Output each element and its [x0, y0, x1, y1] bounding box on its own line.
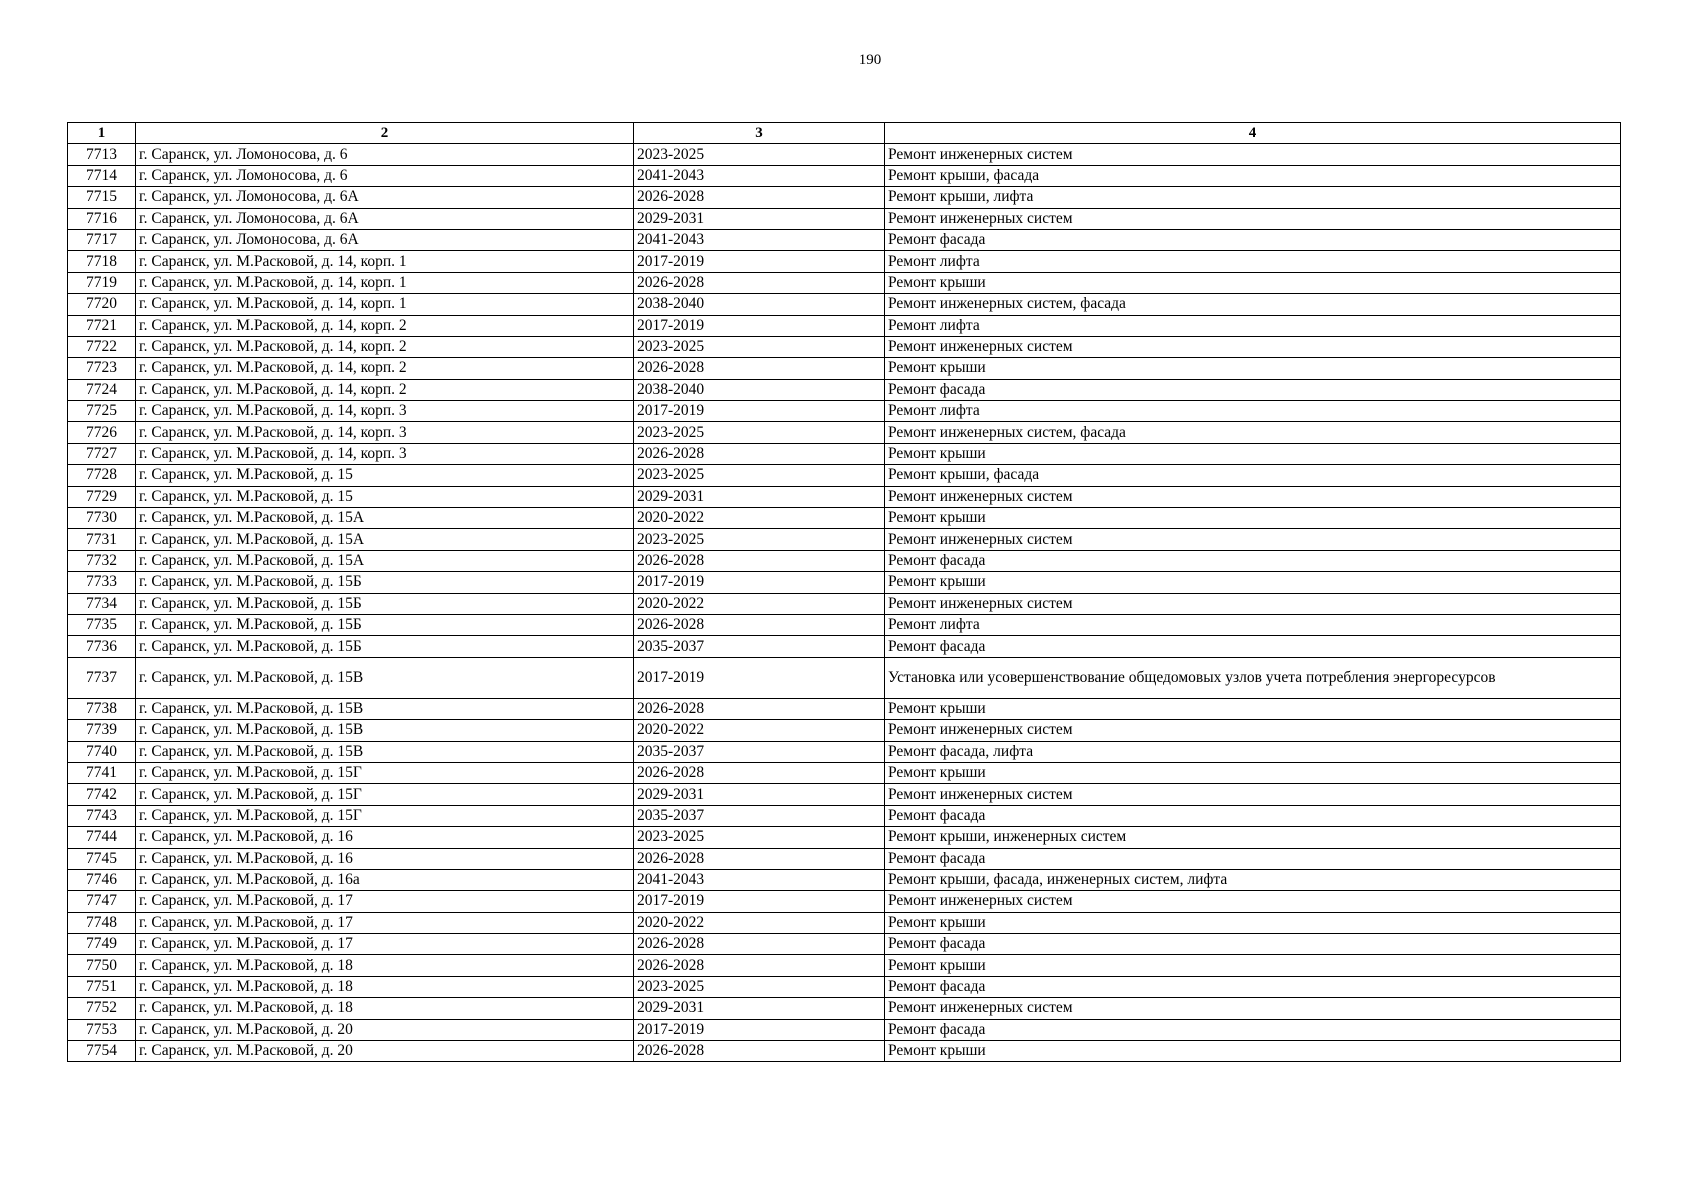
table-row — [68, 572, 1621, 593]
address-cell: г. Саранск, ул. М.Расковой, д. 15Б — [136, 636, 634, 657]
table-row — [68, 229, 1621, 250]
table-row — [68, 869, 1621, 890]
period-cell: 2026-2028 — [634, 272, 885, 293]
work-type-cell: Ремонт лифта — [885, 614, 1621, 635]
table-row — [68, 1041, 1621, 1062]
work-type-cell: Ремонт крыши — [885, 443, 1621, 464]
address-cell: г. Саранск, ул. М.Расковой, д. 15 — [136, 465, 634, 486]
row-number-cell: 7744 — [68, 827, 136, 848]
table-row — [68, 529, 1621, 550]
address-cell: г. Саранск, ул. Ломоносова, д. 6 — [136, 144, 634, 165]
column-header-3: 3 — [634, 123, 885, 144]
table-row — [68, 294, 1621, 315]
work-type-cell: Ремонт инженерных систем — [885, 336, 1621, 357]
row-number-cell: 7747 — [68, 891, 136, 912]
table-row — [68, 208, 1621, 229]
row-number-cell: 7735 — [68, 614, 136, 635]
row-number-cell: 7746 — [68, 869, 136, 890]
work-type-cell: Ремонт лифта — [885, 251, 1621, 272]
address-cell: г. Саранск, ул. М.Расковой, д. 17 — [136, 891, 634, 912]
work-type-cell: Ремонт инженерных систем — [885, 144, 1621, 165]
table-row — [68, 443, 1621, 464]
address-cell: г. Саранск, ул. М.Расковой, д. 18 — [136, 998, 634, 1019]
row-number-cell: 7752 — [68, 998, 136, 1019]
work-type-cell: Ремонт крыши, фасада — [885, 165, 1621, 186]
period-cell: 2026-2028 — [634, 1041, 885, 1062]
row-number-cell: 7730 — [68, 508, 136, 529]
period-cell: 2017-2019 — [634, 657, 885, 698]
row-number-cell: 7740 — [68, 741, 136, 762]
row-number-cell: 7731 — [68, 529, 136, 550]
row-number-cell: 7720 — [68, 294, 136, 315]
period-cell: 2026-2028 — [634, 934, 885, 955]
table-row — [68, 1019, 1621, 1040]
work-type-cell: Ремонт инженерных систем, фасада — [885, 422, 1621, 443]
row-number-cell: 7748 — [68, 912, 136, 933]
column-header-1: 1 — [68, 123, 136, 144]
table-row — [68, 848, 1621, 869]
table-row — [68, 762, 1621, 783]
table-row — [68, 465, 1621, 486]
row-number-cell: 7716 — [68, 208, 136, 229]
row-number-cell: 7721 — [68, 315, 136, 336]
address-cell: г. Саранск, ул. М.Расковой, д. 15А — [136, 529, 634, 550]
table-row — [68, 315, 1621, 336]
table-row — [68, 976, 1621, 997]
address-cell: г. Саранск, ул. М.Расковой, д. 20 — [136, 1041, 634, 1062]
work-type-cell: Ремонт крыши — [885, 572, 1621, 593]
table-row — [68, 358, 1621, 379]
period-cell: 2038-2040 — [634, 294, 885, 315]
address-cell: г. Саранск, ул. М.Расковой, д. 20 — [136, 1019, 634, 1040]
row-number-cell: 7714 — [68, 165, 136, 186]
period-cell: 2026-2028 — [634, 848, 885, 869]
table-row — [68, 144, 1621, 165]
work-type-cell: Ремонт инженерных систем — [885, 784, 1621, 805]
table-row — [68, 636, 1621, 657]
period-cell: 2017-2019 — [634, 315, 885, 336]
row-number-cell: 7717 — [68, 229, 136, 250]
work-type-cell: Ремонт крыши, фасада, инженерных систем, лифта — [885, 869, 1621, 890]
table-row — [68, 272, 1621, 293]
address-cell: г. Саранск, ул. М.Расковой, д. 18 — [136, 976, 634, 997]
address-cell: г. Саранск, ул. М.Расковой, д. 14, корп. 3 — [136, 422, 634, 443]
table-header-row — [68, 123, 1621, 144]
address-cell: г. Саранск, ул. М.Расковой, д. 15Г — [136, 805, 634, 826]
period-cell: 2026-2028 — [634, 762, 885, 783]
table-row — [68, 955, 1621, 976]
row-number-cell: 7736 — [68, 636, 136, 657]
address-cell: г. Саранск, ул. М.Расковой, д. 15Б — [136, 614, 634, 635]
period-cell: 2029-2031 — [634, 208, 885, 229]
row-number-cell: 7723 — [68, 358, 136, 379]
row-number-cell: 7728 — [68, 465, 136, 486]
table-row — [68, 698, 1621, 719]
row-number-cell: 7724 — [68, 379, 136, 400]
table-row — [68, 379, 1621, 400]
row-number-cell: 7753 — [68, 1019, 136, 1040]
address-cell: г. Саранск, ул. М.Расковой, д. 15В — [136, 741, 634, 762]
work-type-cell: Ремонт крыши — [885, 955, 1621, 976]
period-cell: 2020-2022 — [634, 912, 885, 933]
table-row — [68, 657, 1621, 698]
period-cell: 2017-2019 — [634, 572, 885, 593]
address-cell: г. Саранск, ул. М.Расковой, д. 15Б — [136, 593, 634, 614]
row-number-cell: 7751 — [68, 976, 136, 997]
row-number-cell: 7734 — [68, 593, 136, 614]
address-cell: г. Саранск, ул. М.Расковой, д. 15Б — [136, 572, 634, 593]
work-type-cell: Ремонт инженерных систем — [885, 720, 1621, 741]
table-row — [68, 720, 1621, 741]
work-type-cell: Ремонт инженерных систем — [885, 529, 1621, 550]
table-row — [68, 805, 1621, 826]
table-row — [68, 165, 1621, 186]
row-number-cell: 7718 — [68, 251, 136, 272]
address-cell: г. Саранск, ул. М.Расковой, д. 16 — [136, 848, 634, 869]
address-cell: г. Саранск, ул. М.Расковой, д. 15Г — [136, 762, 634, 783]
work-type-cell: Ремонт крыши — [885, 762, 1621, 783]
period-cell: 2035-2037 — [634, 805, 885, 826]
table-row — [68, 827, 1621, 848]
work-type-cell: Ремонт крыши — [885, 272, 1621, 293]
row-number-cell: 7743 — [68, 805, 136, 826]
address-cell: г. Саранск, ул. Ломоносова, д. 6 — [136, 165, 634, 186]
work-type-cell: Ремонт лифта — [885, 401, 1621, 422]
work-type-cell: Ремонт крыши, лифта — [885, 187, 1621, 208]
address-cell: г. Саранск, ул. М.Расковой, д. 14, корп. 1 — [136, 272, 634, 293]
address-cell: г. Саранск, ул. М.Расковой, д. 16 — [136, 827, 634, 848]
address-cell: г. Саранск, ул. М.Расковой, д. 14, корп. 1 — [136, 251, 634, 272]
table-row — [68, 891, 1621, 912]
address-cell: г. Саранск, ул. М.Расковой, д. 16а — [136, 869, 634, 890]
work-type-cell: Ремонт крыши — [885, 508, 1621, 529]
period-cell: 2017-2019 — [634, 401, 885, 422]
work-type-cell: Ремонт лифта — [885, 315, 1621, 336]
period-cell: 2023-2025 — [634, 827, 885, 848]
address-cell: г. Саранск, ул. М.Расковой, д. 17 — [136, 912, 634, 933]
period-cell: 2029-2031 — [634, 486, 885, 507]
work-type-cell: Ремонт крыши, инженерных систем — [885, 827, 1621, 848]
row-number-cell: 7722 — [68, 336, 136, 357]
table-row — [68, 784, 1621, 805]
address-cell: г. Саранск, ул. М.Расковой, д. 14, корп. 2 — [136, 358, 634, 379]
work-type-cell: Ремонт инженерных систем, фасада — [885, 294, 1621, 315]
period-cell: 2023-2025 — [634, 422, 885, 443]
table-row — [68, 336, 1621, 357]
work-type-cell: Ремонт фасада — [885, 976, 1621, 997]
table-row — [68, 187, 1621, 208]
period-cell: 2023-2025 — [634, 336, 885, 357]
work-type-cell: Ремонт фасада — [885, 805, 1621, 826]
table-row — [68, 614, 1621, 635]
work-type-cell: Ремонт инженерных систем — [885, 208, 1621, 229]
address-cell: г. Саранск, ул. М.Расковой, д. 18 — [136, 955, 634, 976]
column-header-4: 4 — [885, 123, 1621, 144]
work-type-cell: Ремонт крыши — [885, 358, 1621, 379]
row-number-cell: 7754 — [68, 1041, 136, 1062]
row-number-cell: 7715 — [68, 187, 136, 208]
period-cell: 2038-2040 — [634, 379, 885, 400]
row-number-cell: 7719 — [68, 272, 136, 293]
row-number-cell: 7725 — [68, 401, 136, 422]
address-cell: г. Саранск, ул. Ломоносова, д. 6А — [136, 208, 634, 229]
row-number-cell: 7738 — [68, 698, 136, 719]
address-cell: г. Саранск, ул. М.Расковой, д. 15А — [136, 508, 634, 529]
period-cell: 2020-2022 — [634, 593, 885, 614]
period-cell: 2026-2028 — [634, 614, 885, 635]
period-cell: 2041-2043 — [634, 165, 885, 186]
period-cell: 2017-2019 — [634, 251, 885, 272]
address-cell: г. Саранск, ул. М.Расковой, д. 15В — [136, 720, 634, 741]
period-cell: 2023-2025 — [634, 976, 885, 997]
address-cell: г. Саранск, ул. М.Расковой, д. 14, корп. 2 — [136, 379, 634, 400]
address-cell: г. Саранск, ул. М.Расковой, д. 14, корп. 2 — [136, 336, 634, 357]
row-number-cell: 7713 — [68, 144, 136, 165]
work-type-cell: Ремонт фасада — [885, 229, 1621, 250]
period-cell: 2035-2037 — [634, 636, 885, 657]
address-cell: г. Саранск, ул. М.Расковой, д. 15Г — [136, 784, 634, 805]
row-number-cell: 7750 — [68, 955, 136, 976]
work-type-cell: Ремонт фасада — [885, 934, 1621, 955]
work-type-cell: Ремонт крыши, фасада — [885, 465, 1621, 486]
work-type-cell: Ремонт инженерных систем — [885, 998, 1621, 1019]
work-type-cell: Ремонт инженерных систем — [885, 486, 1621, 507]
period-cell: 2023-2025 — [634, 465, 885, 486]
address-cell: г. Саранск, ул. М.Расковой, д. 15 — [136, 486, 634, 507]
work-type-cell: Ремонт инженерных систем — [885, 593, 1621, 614]
work-type-cell: Ремонт крыши — [885, 912, 1621, 933]
period-cell: 2029-2031 — [634, 998, 885, 1019]
table-row — [68, 508, 1621, 529]
table-row — [68, 741, 1621, 762]
address-cell: г. Саранск, ул. М.Расковой, д. 14, корп. 2 — [136, 315, 634, 336]
work-type-cell: Установка или усовершенствование общедомовых узлов учета потребления энергоресурсов — [885, 657, 1621, 698]
row-number-cell: 7726 — [68, 422, 136, 443]
address-cell: г. Саранск, ул. М.Расковой, д. 15А — [136, 550, 634, 571]
address-cell: г. Саранск, ул. М.Расковой, д. 14, корп. 3 — [136, 401, 634, 422]
address-cell: г. Саранск, ул. М.Расковой, д. 14, корп. 3 — [136, 443, 634, 464]
row-number-cell: 7737 — [68, 657, 136, 698]
table-body — [68, 144, 1621, 1062]
row-number-cell: 7745 — [68, 848, 136, 869]
row-number-cell: 7727 — [68, 443, 136, 464]
period-cell: 2041-2043 — [634, 229, 885, 250]
period-cell: 2035-2037 — [634, 741, 885, 762]
period-cell: 2020-2022 — [634, 508, 885, 529]
period-cell: 2026-2028 — [634, 187, 885, 208]
address-cell: г. Саранск, ул. Ломоносова, д. 6А — [136, 229, 634, 250]
work-type-cell: Ремонт фасада — [885, 550, 1621, 571]
table-row — [68, 251, 1621, 272]
table-row — [68, 422, 1621, 443]
period-cell: 2017-2019 — [634, 891, 885, 912]
column-header-2: 2 — [136, 123, 634, 144]
table-row — [68, 401, 1621, 422]
page-number: 190 — [858, 52, 882, 68]
period-cell: 2026-2028 — [634, 443, 885, 464]
period-cell: 2017-2019 — [634, 1019, 885, 1040]
table-row — [68, 912, 1621, 933]
address-cell: г. Саранск, ул. Ломоносова, д. 6А — [136, 187, 634, 208]
work-type-cell: Ремонт фасада — [885, 1019, 1621, 1040]
row-number-cell: 7733 — [68, 572, 136, 593]
repair-schedule-table — [67, 122, 1621, 1062]
period-cell: 2026-2028 — [634, 550, 885, 571]
table-row — [68, 593, 1621, 614]
period-cell: 2029-2031 — [634, 784, 885, 805]
row-number-cell: 7741 — [68, 762, 136, 783]
period-cell: 2026-2028 — [634, 698, 885, 719]
address-cell: г. Саранск, ул. М.Расковой, д. 14, корп. 1 — [136, 294, 634, 315]
work-type-cell: Ремонт фасада — [885, 848, 1621, 869]
address-cell: г. Саранск, ул. М.Расковой, д. 17 — [136, 934, 634, 955]
period-cell: 2020-2022 — [634, 720, 885, 741]
work-type-cell: Ремонт крыши — [885, 698, 1621, 719]
work-type-cell: Ремонт фасада — [885, 379, 1621, 400]
row-number-cell: 7739 — [68, 720, 136, 741]
period-cell: 2026-2028 — [634, 955, 885, 976]
table-row — [68, 998, 1621, 1019]
table-row — [68, 486, 1621, 507]
work-type-cell: Ремонт фасада — [885, 636, 1621, 657]
table-row — [68, 934, 1621, 955]
table-row — [68, 550, 1621, 571]
work-type-cell: Ремонт фасада, лифта — [885, 741, 1621, 762]
address-cell: г. Саранск, ул. М.Расковой, д. 15В — [136, 657, 634, 698]
period-cell: 2023-2025 — [634, 529, 885, 550]
row-number-cell: 7742 — [68, 784, 136, 805]
work-type-cell: Ремонт крыши — [885, 1041, 1621, 1062]
address-cell: г. Саранск, ул. М.Расковой, д. 15В — [136, 698, 634, 719]
period-cell: 2023-2025 — [634, 144, 885, 165]
row-number-cell: 7729 — [68, 486, 136, 507]
row-number-cell: 7749 — [68, 934, 136, 955]
work-type-cell: Ремонт инженерных систем — [885, 891, 1621, 912]
row-number-cell: 7732 — [68, 550, 136, 571]
period-cell: 2041-2043 — [634, 869, 885, 890]
period-cell: 2026-2028 — [634, 358, 885, 379]
